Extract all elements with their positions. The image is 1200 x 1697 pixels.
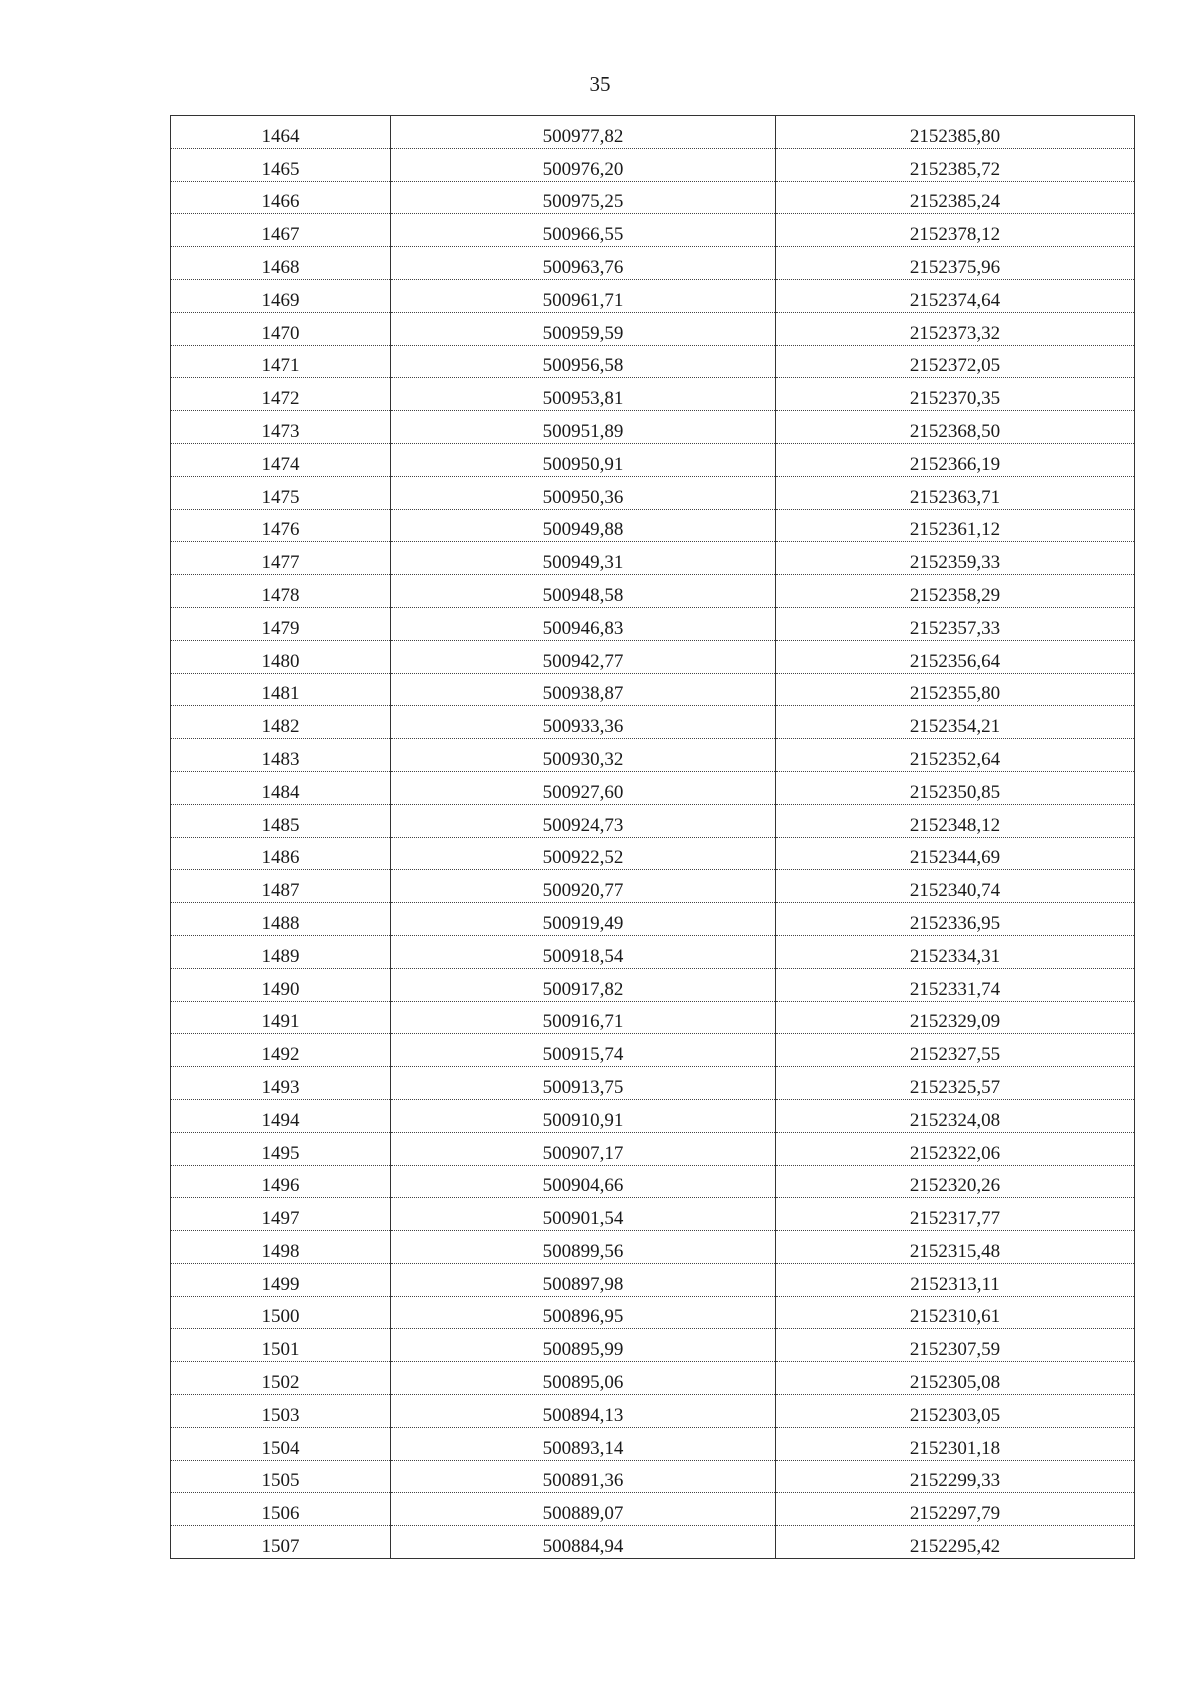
point-number-cell: 1474 bbox=[171, 443, 391, 476]
point-number-cell: 1506 bbox=[171, 1493, 391, 1526]
point-number-cell: 1471 bbox=[171, 345, 391, 378]
point-number-cell: 1470 bbox=[171, 312, 391, 345]
coordinates-table-body bbox=[171, 116, 1135, 1559]
point-number-cell: 1473 bbox=[171, 411, 391, 444]
table-row bbox=[171, 706, 1135, 739]
x-coordinate-cell: 500949,31 bbox=[391, 542, 776, 575]
x-coordinate-cell: 500930,32 bbox=[391, 739, 776, 772]
y-coordinate-cell: 2152299,33 bbox=[776, 1460, 1135, 1493]
table-row bbox=[171, 1296, 1135, 1329]
point-number-cell: 1484 bbox=[171, 771, 391, 804]
y-coordinate-cell: 2152307,59 bbox=[776, 1329, 1135, 1362]
table-row bbox=[171, 181, 1135, 214]
y-coordinate-cell: 2152355,80 bbox=[776, 673, 1135, 706]
point-number-cell: 1478 bbox=[171, 575, 391, 608]
point-number-cell: 1497 bbox=[171, 1198, 391, 1231]
x-coordinate-cell: 500918,54 bbox=[391, 935, 776, 968]
table-row bbox=[171, 1493, 1135, 1526]
table-row bbox=[171, 837, 1135, 870]
point-number-cell: 1465 bbox=[171, 148, 391, 181]
point-number-cell: 1482 bbox=[171, 706, 391, 739]
x-coordinate-cell: 500950,91 bbox=[391, 443, 776, 476]
table-row bbox=[171, 542, 1135, 575]
point-number-cell: 1488 bbox=[171, 903, 391, 936]
x-coordinate-cell: 500963,76 bbox=[391, 247, 776, 280]
point-number-cell: 1480 bbox=[171, 640, 391, 673]
x-coordinate-cell: 500919,49 bbox=[391, 903, 776, 936]
x-coordinate-cell: 500889,07 bbox=[391, 1493, 776, 1526]
point-number-cell: 1466 bbox=[171, 181, 391, 214]
point-number-cell: 1505 bbox=[171, 1460, 391, 1493]
y-coordinate-cell: 2152327,55 bbox=[776, 1034, 1135, 1067]
point-number-cell: 1479 bbox=[171, 607, 391, 640]
table-row bbox=[171, 247, 1135, 280]
x-coordinate-cell: 500927,60 bbox=[391, 771, 776, 804]
y-coordinate-cell: 2152352,64 bbox=[776, 739, 1135, 772]
y-coordinate-cell: 2152372,05 bbox=[776, 345, 1135, 378]
y-coordinate-cell: 2152356,64 bbox=[776, 640, 1135, 673]
x-coordinate-cell: 500884,94 bbox=[391, 1526, 776, 1559]
x-coordinate-cell: 500899,56 bbox=[391, 1231, 776, 1264]
table-row bbox=[171, 1198, 1135, 1231]
y-coordinate-cell: 2152348,12 bbox=[776, 804, 1135, 837]
y-coordinate-cell: 2152374,64 bbox=[776, 279, 1135, 312]
table-row bbox=[171, 279, 1135, 312]
y-coordinate-cell: 2152344,69 bbox=[776, 837, 1135, 870]
y-coordinate-cell: 2152373,32 bbox=[776, 312, 1135, 345]
x-coordinate-cell: 500895,99 bbox=[391, 1329, 776, 1362]
x-coordinate-cell: 500976,20 bbox=[391, 148, 776, 181]
table-row bbox=[171, 1001, 1135, 1034]
table-row bbox=[171, 870, 1135, 903]
table-row bbox=[171, 509, 1135, 542]
x-coordinate-cell: 500975,25 bbox=[391, 181, 776, 214]
table-row bbox=[171, 1526, 1135, 1559]
x-coordinate-cell: 500942,77 bbox=[391, 640, 776, 673]
x-coordinate-cell: 500913,75 bbox=[391, 1067, 776, 1100]
y-coordinate-cell: 2152320,26 bbox=[776, 1165, 1135, 1198]
point-number-cell: 1491 bbox=[171, 1001, 391, 1034]
x-coordinate-cell: 500956,58 bbox=[391, 345, 776, 378]
y-coordinate-cell: 2152303,05 bbox=[776, 1395, 1135, 1428]
point-number-cell: 1487 bbox=[171, 870, 391, 903]
table-row bbox=[171, 1165, 1135, 1198]
x-coordinate-cell: 500891,36 bbox=[391, 1460, 776, 1493]
x-coordinate-cell: 500916,71 bbox=[391, 1001, 776, 1034]
point-number-cell: 1485 bbox=[171, 804, 391, 837]
y-coordinate-cell: 2152331,74 bbox=[776, 968, 1135, 1001]
point-number-cell: 1498 bbox=[171, 1231, 391, 1264]
y-coordinate-cell: 2152375,96 bbox=[776, 247, 1135, 280]
table-row bbox=[171, 345, 1135, 378]
point-number-cell: 1499 bbox=[171, 1263, 391, 1296]
x-coordinate-cell: 500917,82 bbox=[391, 968, 776, 1001]
x-coordinate-cell: 500948,58 bbox=[391, 575, 776, 608]
point-number-cell: 1472 bbox=[171, 378, 391, 411]
table-row bbox=[171, 1263, 1135, 1296]
x-coordinate-cell: 500915,74 bbox=[391, 1034, 776, 1067]
x-coordinate-cell: 500961,71 bbox=[391, 279, 776, 312]
table-row bbox=[171, 476, 1135, 509]
coordinates-table bbox=[170, 115, 1135, 1559]
y-coordinate-cell: 2152385,24 bbox=[776, 181, 1135, 214]
x-coordinate-cell: 500920,77 bbox=[391, 870, 776, 903]
x-coordinate-cell: 500949,88 bbox=[391, 509, 776, 542]
table-row bbox=[171, 1460, 1135, 1493]
point-number-cell: 1464 bbox=[171, 116, 391, 149]
table-row bbox=[171, 214, 1135, 247]
point-number-cell: 1481 bbox=[171, 673, 391, 706]
table-row bbox=[171, 903, 1135, 936]
x-coordinate-cell: 500977,82 bbox=[391, 116, 776, 149]
x-coordinate-cell: 500924,73 bbox=[391, 804, 776, 837]
point-number-cell: 1495 bbox=[171, 1132, 391, 1165]
x-coordinate-cell: 500897,98 bbox=[391, 1263, 776, 1296]
table-row bbox=[171, 575, 1135, 608]
x-coordinate-cell: 500951,89 bbox=[391, 411, 776, 444]
x-coordinate-cell: 500893,14 bbox=[391, 1427, 776, 1460]
point-number-cell: 1486 bbox=[171, 837, 391, 870]
y-coordinate-cell: 2152295,42 bbox=[776, 1526, 1135, 1559]
y-coordinate-cell: 2152305,08 bbox=[776, 1362, 1135, 1395]
x-coordinate-cell: 500910,91 bbox=[391, 1099, 776, 1132]
table-row bbox=[171, 1362, 1135, 1395]
y-coordinate-cell: 2152315,48 bbox=[776, 1231, 1135, 1264]
point-number-cell: 1475 bbox=[171, 476, 391, 509]
table-row bbox=[171, 116, 1135, 149]
table-row bbox=[171, 968, 1135, 1001]
y-coordinate-cell: 2152340,74 bbox=[776, 870, 1135, 903]
table-row bbox=[171, 935, 1135, 968]
x-coordinate-cell: 500946,83 bbox=[391, 607, 776, 640]
y-coordinate-cell: 2152366,19 bbox=[776, 443, 1135, 476]
x-coordinate-cell: 500966,55 bbox=[391, 214, 776, 247]
point-number-cell: 1503 bbox=[171, 1395, 391, 1428]
x-coordinate-cell: 500901,54 bbox=[391, 1198, 776, 1231]
y-coordinate-cell: 2152324,08 bbox=[776, 1099, 1135, 1132]
point-number-cell: 1467 bbox=[171, 214, 391, 247]
table-row bbox=[171, 443, 1135, 476]
table-row bbox=[171, 1329, 1135, 1362]
table-row bbox=[171, 312, 1135, 345]
x-coordinate-cell: 500933,36 bbox=[391, 706, 776, 739]
y-coordinate-cell: 2152363,71 bbox=[776, 476, 1135, 509]
table-row bbox=[171, 804, 1135, 837]
table-row bbox=[171, 607, 1135, 640]
table-row bbox=[171, 1099, 1135, 1132]
point-number-cell: 1502 bbox=[171, 1362, 391, 1395]
point-number-cell: 1469 bbox=[171, 279, 391, 312]
table-row bbox=[171, 1067, 1135, 1100]
table-row bbox=[171, 411, 1135, 444]
table-row bbox=[171, 739, 1135, 772]
x-coordinate-cell: 500953,81 bbox=[391, 378, 776, 411]
x-coordinate-cell: 500959,59 bbox=[391, 312, 776, 345]
table-row bbox=[171, 1034, 1135, 1067]
table-row bbox=[171, 378, 1135, 411]
x-coordinate-cell: 500938,87 bbox=[391, 673, 776, 706]
page-number: 35 bbox=[589, 72, 611, 96]
x-coordinate-cell: 500894,13 bbox=[391, 1395, 776, 1428]
x-coordinate-cell: 500907,17 bbox=[391, 1132, 776, 1165]
table-row bbox=[171, 1395, 1135, 1428]
y-coordinate-cell: 2152370,35 bbox=[776, 378, 1135, 411]
y-coordinate-cell: 2152322,06 bbox=[776, 1132, 1135, 1165]
x-coordinate-cell: 500904,66 bbox=[391, 1165, 776, 1198]
y-coordinate-cell: 2152325,57 bbox=[776, 1067, 1135, 1100]
y-coordinate-cell: 2152297,79 bbox=[776, 1493, 1135, 1526]
point-number-cell: 1500 bbox=[171, 1296, 391, 1329]
table-row bbox=[171, 640, 1135, 673]
point-number-cell: 1504 bbox=[171, 1427, 391, 1460]
y-coordinate-cell: 2152358,29 bbox=[776, 575, 1135, 608]
point-number-cell: 1501 bbox=[171, 1329, 391, 1362]
x-coordinate-cell: 500895,06 bbox=[391, 1362, 776, 1395]
point-number-cell: 1496 bbox=[171, 1165, 391, 1198]
y-coordinate-cell: 2152317,77 bbox=[776, 1198, 1135, 1231]
y-coordinate-cell: 2152354,21 bbox=[776, 706, 1135, 739]
table-row bbox=[171, 673, 1135, 706]
y-coordinate-cell: 2152310,61 bbox=[776, 1296, 1135, 1329]
y-coordinate-cell: 2152385,80 bbox=[776, 116, 1135, 149]
y-coordinate-cell: 2152368,50 bbox=[776, 411, 1135, 444]
y-coordinate-cell: 2152385,72 bbox=[776, 148, 1135, 181]
point-number-cell: 1490 bbox=[171, 968, 391, 1001]
y-coordinate-cell: 2152361,12 bbox=[776, 509, 1135, 542]
y-coordinate-cell: 2152378,12 bbox=[776, 214, 1135, 247]
y-coordinate-cell: 2152313,11 bbox=[776, 1263, 1135, 1296]
x-coordinate-cell: 500922,52 bbox=[391, 837, 776, 870]
table-row bbox=[171, 771, 1135, 804]
table-row bbox=[171, 1132, 1135, 1165]
table-row bbox=[171, 1231, 1135, 1264]
point-number-cell: 1492 bbox=[171, 1034, 391, 1067]
point-number-cell: 1468 bbox=[171, 247, 391, 280]
point-number-cell: 1476 bbox=[171, 509, 391, 542]
x-coordinate-cell: 500950,36 bbox=[391, 476, 776, 509]
y-coordinate-cell: 2152359,33 bbox=[776, 542, 1135, 575]
table-row bbox=[171, 148, 1135, 181]
y-coordinate-cell: 2152329,09 bbox=[776, 1001, 1135, 1034]
y-coordinate-cell: 2152350,85 bbox=[776, 771, 1135, 804]
point-number-cell: 1483 bbox=[171, 739, 391, 772]
point-number-cell: 1493 bbox=[171, 1067, 391, 1100]
point-number-cell: 1477 bbox=[171, 542, 391, 575]
point-number-cell: 1494 bbox=[171, 1099, 391, 1132]
table-row bbox=[171, 1427, 1135, 1460]
x-coordinate-cell: 500896,95 bbox=[391, 1296, 776, 1329]
y-coordinate-cell: 2152334,31 bbox=[776, 935, 1135, 968]
y-coordinate-cell: 2152336,95 bbox=[776, 903, 1135, 936]
point-number-cell: 1489 bbox=[171, 935, 391, 968]
point-number-cell: 1507 bbox=[171, 1526, 391, 1559]
y-coordinate-cell: 2152357,33 bbox=[776, 607, 1135, 640]
y-coordinate-cell: 2152301,18 bbox=[776, 1427, 1135, 1460]
